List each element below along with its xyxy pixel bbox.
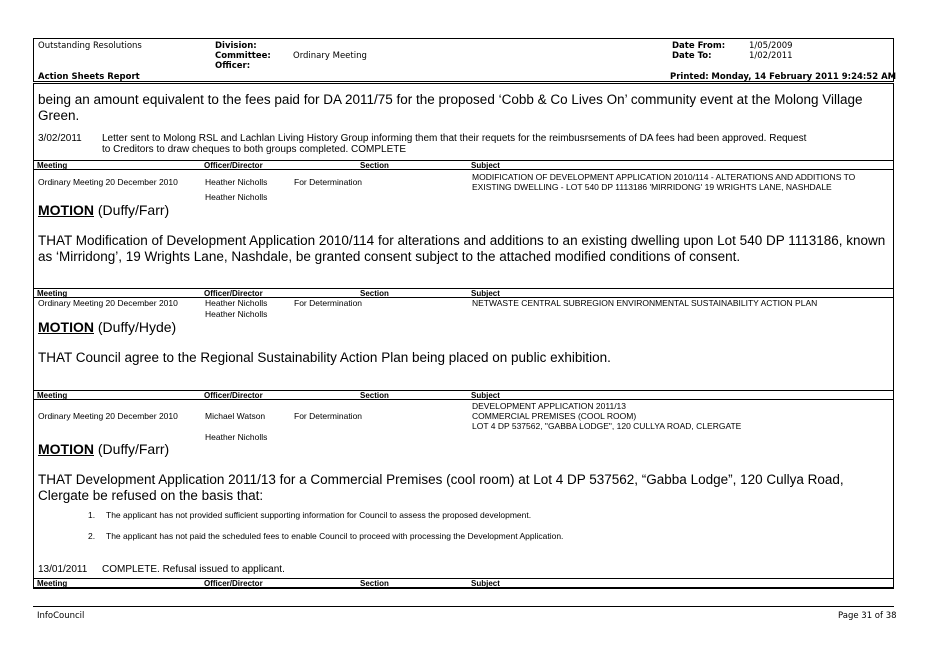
col-section: Section xyxy=(360,579,389,588)
printed-value: Monday, 14 February 2011 9:24:52 AM xyxy=(711,72,897,82)
motion-label: MOTION xyxy=(38,319,94,335)
record-section: For Determination xyxy=(294,298,363,308)
motion-heading xyxy=(38,319,176,335)
date-from-label: Date From: xyxy=(672,41,726,51)
record-section: For Determination xyxy=(294,411,363,421)
printed-stamp xyxy=(670,72,896,82)
motion-heading xyxy=(38,441,169,457)
col-subject: Subject xyxy=(471,391,500,400)
date-to-value: 1/02/2011 xyxy=(749,51,793,61)
record-director: Heather Nicholls xyxy=(205,432,268,442)
record-officer: Heather Nicholls xyxy=(205,177,268,187)
col-officer: Officer/Director xyxy=(204,391,263,400)
record-subject-line: MODIFICATION OF DEVELOPMENT APPLICATION 2010/114 - ALTERATIONS AND ADDITIONS TO xyxy=(472,172,856,182)
committee-value: Ordinary Meeting xyxy=(293,51,367,61)
record-director: Heather Nicholls xyxy=(205,309,268,319)
record-director: Heather Nicholls xyxy=(205,192,268,202)
col-subject: Subject xyxy=(471,289,500,298)
motion-label: MOTION xyxy=(38,441,94,457)
list-item-number: 2. xyxy=(88,531,96,541)
col-officer: Officer/Director xyxy=(204,289,263,298)
committee-label: Committee: xyxy=(215,51,271,61)
list-item: The applicant has not provided sufficient supporting information for Council to assess the proposed development. xyxy=(106,510,532,520)
col-meeting: Meeting xyxy=(37,289,68,298)
record-meeting: Ordinary Meeting 20 December 2010 xyxy=(38,411,178,421)
page-number: Page 31 of 38 xyxy=(838,611,897,621)
record-meeting: Ordinary Meeting 20 December 2010 xyxy=(38,177,178,187)
table-header xyxy=(33,160,894,170)
table-header xyxy=(33,578,894,588)
printed-label: Printed: xyxy=(670,72,709,82)
table-header xyxy=(33,288,894,298)
col-officer: Officer/Director xyxy=(204,161,263,170)
record-subject-line: LOT 4 DP 537562, "GABBA LODGE", 120 CULLYA ROAD, CLERGATE xyxy=(472,421,742,431)
motion-movers: (Duffy/Farr) xyxy=(94,441,170,457)
report-title: Action Sheets Report xyxy=(38,72,140,82)
record-subject-line: EXISTING DWELLING - LOT 540 DP 1113186 'MIRRIDONG' 19 WRIGHTS LANE, NASHDALE xyxy=(472,182,832,192)
record-note-text: COMPLETE. Refusal issued to applicant. xyxy=(102,564,285,575)
col-meeting: Meeting xyxy=(37,161,68,170)
division-label: Division: xyxy=(215,41,257,51)
record-subject-line: COMMERCIAL PREMISES (COOL ROOM) xyxy=(472,411,637,421)
motion-label: MOTION xyxy=(38,202,94,218)
record-note-date: 13/01/2011 xyxy=(38,564,88,575)
motion-heading xyxy=(38,202,169,218)
record-subject-line: NETWASTE CENTRAL SUBREGION ENVIRONMENTAL SUSTAINABILITY ACTION PLAN xyxy=(472,298,818,308)
col-officer: Officer/Director xyxy=(204,579,263,588)
table-header xyxy=(33,390,894,400)
list-item-number: 1. xyxy=(88,510,96,520)
resolution-text: THAT Development Application 2011/13 for a Commercial Premises (cool room) at Lot 4 DP 537562, “Gabba Lodge”, 120 Cullya Road, Clergate be refused on the basis that: xyxy=(38,472,844,503)
col-meeting: Meeting xyxy=(37,391,68,400)
list-item: The applicant has not paid the scheduled fees to enable Council to proceed with processing the Development Application. xyxy=(106,531,564,541)
date-from-value: 1/05/2009 xyxy=(749,41,793,51)
record-officer: Michael Watson xyxy=(205,411,266,421)
footer-brand: InfoCouncil xyxy=(37,611,85,621)
intro-note-line1: Letter sent to Molong RSL and Lachlan Living History Group informing them that their requets for the reimbusrsements of DA fees had been approved. Request xyxy=(102,133,807,144)
col-meeting: Meeting xyxy=(37,579,68,588)
motion-movers: (Duffy/Farr) xyxy=(94,202,170,218)
col-subject: Subject xyxy=(471,161,500,170)
col-section: Section xyxy=(360,289,389,298)
col-section: Section xyxy=(360,161,389,170)
resolution-text: THAT Council agree to the Regional Sustainability Action Plan being placed on public exhibition. xyxy=(38,350,611,365)
intro-text: being an amount equivalent to the fees paid for DA 2011/75 for the proposed ‘Cobb & Co Lives On’ community event at the Molong Village Green. xyxy=(38,92,863,123)
record-section: For Determination xyxy=(294,177,363,187)
col-subject: Subject xyxy=(471,579,500,588)
intro-note-date: 3/02/2011 xyxy=(38,133,82,144)
officer-label: Officer: xyxy=(215,61,251,71)
report-header xyxy=(33,38,897,82)
intro-note-line2: to Creditors to draw cheques to both groups completed. COMPLETE xyxy=(102,144,407,155)
record-officer: Heather Nicholls xyxy=(205,298,268,308)
record-meeting: Ordinary Meeting 20 December 2010 xyxy=(38,298,178,308)
record-subject-line: DEVELOPMENT APPLICATION 2011/13 xyxy=(472,401,627,411)
motion-movers: (Duffy/Hyde) xyxy=(94,319,177,335)
footer-rule xyxy=(33,606,894,607)
date-to-label: Date To: xyxy=(672,51,712,61)
resolution-text: THAT Modification of Development Application 2010/114 for alterations and additions to an existing dwelling upon Lot 540 DP 1113186, known as ‘Mirridong’, 19 Wrights Lane, Nashdale, be granted consent subject to the attached modified conditions of consent. xyxy=(38,233,886,264)
col-section: Section xyxy=(360,391,389,400)
report-left-title: Outstanding Resolutions xyxy=(38,41,142,51)
